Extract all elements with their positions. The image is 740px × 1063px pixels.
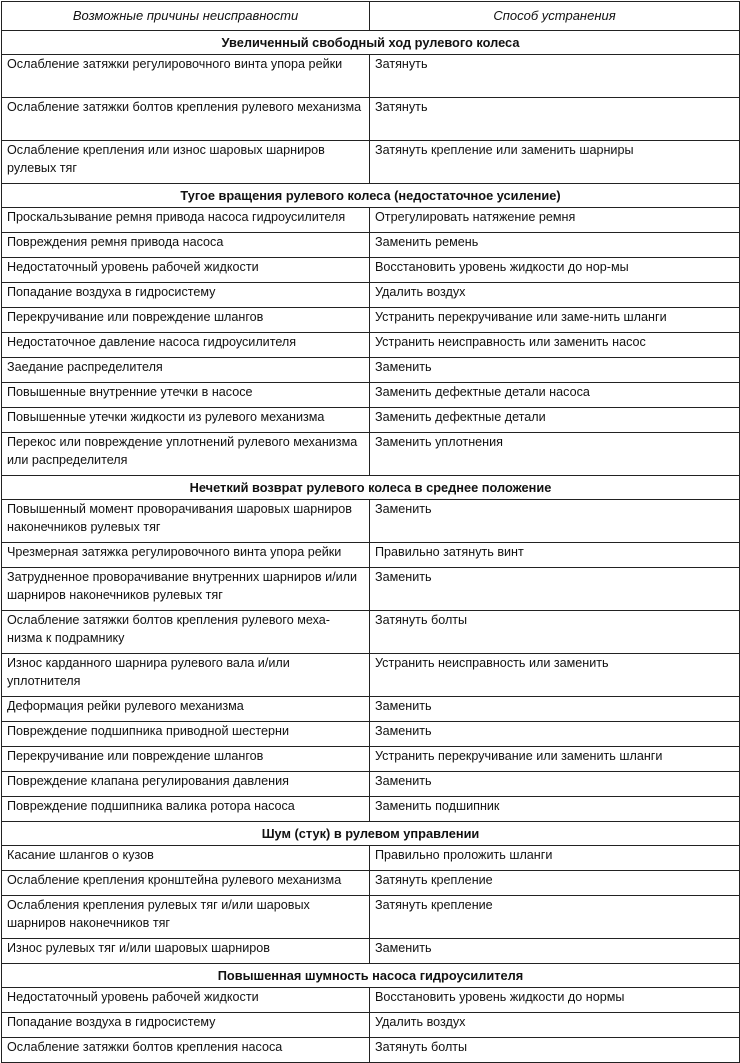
table-row — [2, 258, 740, 283]
table-row — [2, 568, 740, 611]
section-title: Повышенная шумность насоса гидроусилителя — [2, 964, 740, 988]
header-row — [2, 2, 740, 31]
table-row — [2, 358, 740, 383]
cause-cell: Ослабление затяжки болтов крепления насоса — [2, 1038, 370, 1063]
table-row — [2, 772, 740, 797]
remedy-cell: Заменить — [370, 358, 740, 383]
section-title: Увеличенный свободный ход рулевого колеса — [2, 31, 740, 55]
cause-cell: Ослабления крепления рулевых тяг и/или шаровых шарниров наконечников тяг — [2, 896, 370, 939]
remedy-cell: Устранить неисправность или заменить — [370, 654, 740, 697]
remedy-cell: Заменить — [370, 697, 740, 722]
table-row — [2, 871, 740, 896]
cause-cell: Недостаточное давление насоса гидроусилителя — [2, 333, 370, 358]
section-row — [2, 31, 740, 55]
remedy-cell: Правильно проложить шланги — [370, 846, 740, 871]
table-row — [2, 611, 740, 654]
remedy-cell: Устранить неисправность или заменить насос — [370, 333, 740, 358]
section-row — [2, 476, 740, 500]
remedy-cell: Устранить перекручивание или заме-нить шланги — [370, 308, 740, 333]
section-title: Тугое вращения рулевого колеса (недостаточное усиление) — [2, 184, 740, 208]
section-title: Шум (стук) в рулевом управлении — [2, 822, 740, 846]
table-row — [2, 308, 740, 333]
table-row — [2, 543, 740, 568]
section-row — [2, 964, 740, 988]
table-row — [2, 98, 740, 141]
cause-cell: Ослабление затяжки болтов крепления рулевого механизма — [2, 98, 370, 141]
cause-cell: Повреждения ремня привода насоса — [2, 233, 370, 258]
table-row — [2, 208, 740, 233]
table-row — [2, 939, 740, 964]
section-row — [2, 184, 740, 208]
table-row — [2, 408, 740, 433]
table-row — [2, 233, 740, 258]
remedy-cell: Заменить подшипник — [370, 797, 740, 822]
table-row — [2, 433, 740, 476]
cause-cell: Недостаточный уровень рабочей жидкости — [2, 258, 370, 283]
table-row — [2, 383, 740, 408]
remedy-cell: Отрегулировать натяжение ремня — [370, 208, 740, 233]
table-row — [2, 697, 740, 722]
remedy-cell: Заменить — [370, 722, 740, 747]
table-row — [2, 846, 740, 871]
cause-cell: Ослабление затяжки регулировочного винта упора рейки — [2, 55, 370, 98]
cause-cell: Повышенные утечки жидкости из рулевого механизма — [2, 408, 370, 433]
cause-cell: Перекос или повреждение уплотнений рулевого механизма или распределителя — [2, 433, 370, 476]
cause-cell: Перекручивание или повреждение шлангов — [2, 308, 370, 333]
remedy-cell: Затянуть болты — [370, 1038, 740, 1063]
cause-cell: Повышенные внутренние утечки в насосе — [2, 383, 370, 408]
cause-cell: Повреждение подшипника валика ротора насоса — [2, 797, 370, 822]
remedy-cell: Затянуть крепление — [370, 896, 740, 939]
remedy-cell: Заменить — [370, 568, 740, 611]
remedy-cell: Заменить уплотнения — [370, 433, 740, 476]
table-row — [2, 988, 740, 1013]
table-row — [2, 1038, 740, 1063]
cause-cell: Износ рулевых тяг и/или шаровых шарниров — [2, 939, 370, 964]
cause-cell: Чрезмерная затяжка регулировочного винта упора рейки — [2, 543, 370, 568]
table-row — [2, 896, 740, 939]
remedy-cell: Затянуть — [370, 55, 740, 98]
header-causes: Возможные причины неисправности — [2, 2, 370, 31]
cause-cell: Попадание воздуха в гидросистему — [2, 283, 370, 308]
remedy-cell: Удалить воздух — [370, 1013, 740, 1038]
table-row — [2, 654, 740, 697]
table-row — [2, 333, 740, 358]
remedy-cell: Затянуть болты — [370, 611, 740, 654]
section-title: Нечеткий возврат рулевого колеса в среднее положение — [2, 476, 740, 500]
remedy-cell: Заменить дефектные детали — [370, 408, 740, 433]
table-row — [2, 1013, 740, 1038]
remedy-cell: Заменить — [370, 772, 740, 797]
remedy-cell: Заменить — [370, 500, 740, 543]
remedy-cell: Заменить — [370, 939, 740, 964]
cause-cell: Ослабление затяжки болтов крепления рулевого меха-низма к подрамнику — [2, 611, 370, 654]
cause-cell: Ослабление крепления или износ шаровых шарниров рулевых тяг — [2, 141, 370, 184]
table-row — [2, 55, 740, 98]
table-body — [2, 31, 740, 1063]
cause-cell: Повреждение клапана регулирования давления — [2, 772, 370, 797]
remedy-cell: Правильно затянуть винт — [370, 543, 740, 568]
section-row — [2, 822, 740, 846]
cause-cell: Недостаточный уровень рабочей жидкости — [2, 988, 370, 1013]
cause-cell: Затрудненное проворачивание внутренних шарниров и/или шарниров наконечников рулевых тяг — [2, 568, 370, 611]
table-row — [2, 500, 740, 543]
remedy-cell: Затянуть крепление — [370, 871, 740, 896]
cause-cell: Попадание воздуха в гидросистему — [2, 1013, 370, 1038]
table-row — [2, 283, 740, 308]
table-row — [2, 722, 740, 747]
table-row — [2, 141, 740, 184]
cause-cell: Касание шлангов о кузов — [2, 846, 370, 871]
cause-cell: Ослабление крепления кронштейна рулевого механизма — [2, 871, 370, 896]
remedy-cell: Заменить ремень — [370, 233, 740, 258]
header-remedy: Способ устранения — [370, 2, 740, 31]
cause-cell: Деформация рейки рулевого механизма — [2, 697, 370, 722]
cause-cell: Проскальзывание ремня привода насоса гидроусилителя — [2, 208, 370, 233]
cause-cell: Повреждение подшипника приводной шестерни — [2, 722, 370, 747]
remedy-cell: Удалить воздух — [370, 283, 740, 308]
table-row — [2, 747, 740, 772]
remedy-cell: Восстановить уровень жидкости до нор-мы — [370, 258, 740, 283]
remedy-cell: Восстановить уровень жидкости до нормы — [370, 988, 740, 1013]
table-row — [2, 797, 740, 822]
cause-cell: Перекручивание или повреждение шлангов — [2, 747, 370, 772]
cause-cell: Износ карданного шарнира рулевого вала и/или уплотнителя — [2, 654, 370, 697]
remedy-cell: Затянуть — [370, 98, 740, 141]
troubleshooting-table — [1, 1, 740, 1063]
remedy-cell: Затянуть крепление или заменить шарниры — [370, 141, 740, 184]
cause-cell: Заедание распределителя — [2, 358, 370, 383]
remedy-cell: Устранить перекручивание или заменить шланги — [370, 747, 740, 772]
remedy-cell: Заменить дефектные детали насоса — [370, 383, 740, 408]
cause-cell: Повышенный момент проворачивания шаровых шарниров наконечников рулевых тяг — [2, 500, 370, 543]
